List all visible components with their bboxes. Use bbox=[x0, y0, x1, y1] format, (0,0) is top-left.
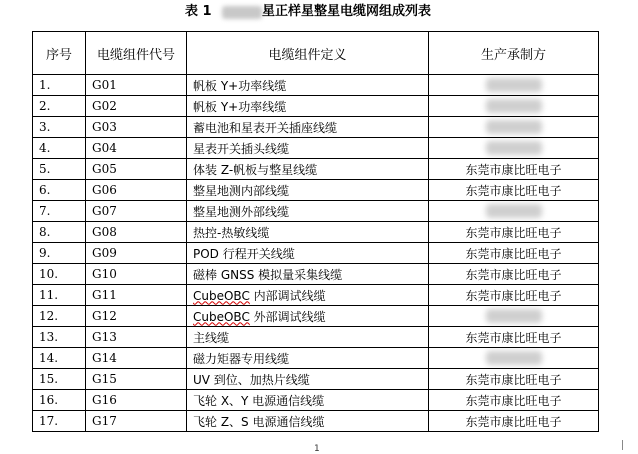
row-code bbox=[86, 348, 187, 369]
table-row bbox=[33, 369, 599, 390]
redacted-maker bbox=[486, 78, 542, 92]
row-number-text: 16. bbox=[39, 393, 59, 407]
table-row bbox=[33, 117, 599, 138]
row-number-text: 3. bbox=[39, 120, 51, 134]
row-maker bbox=[429, 117, 599, 138]
row-maker-text: 东莞市康比旺电子 bbox=[465, 225, 562, 240]
row-number bbox=[33, 369, 86, 390]
row-number bbox=[33, 222, 86, 243]
table-row bbox=[33, 264, 599, 285]
table-caption bbox=[0, 2, 638, 22]
row-definition bbox=[187, 264, 429, 285]
row-number-text: 14. bbox=[39, 351, 59, 365]
margin-mark bbox=[622, 440, 623, 450]
row-maker-text: 东莞市康比旺电子 bbox=[465, 414, 562, 429]
row-code bbox=[86, 201, 187, 222]
table-header-row bbox=[33, 32, 599, 75]
row-definition-text: 飞轮 X、Y 电源通信线缆 bbox=[193, 393, 325, 408]
row-code-text: G17 bbox=[92, 414, 117, 428]
row-number-text: 8. bbox=[39, 225, 51, 239]
row-number bbox=[33, 327, 86, 348]
row-code bbox=[86, 222, 187, 243]
row-code-text: G11 bbox=[92, 288, 117, 302]
header-no: 序号 bbox=[33, 32, 86, 75]
row-number-text: 2. bbox=[39, 99, 51, 113]
row-definition-text: 帆板 Y+功率线缆 bbox=[193, 99, 287, 114]
row-code bbox=[86, 264, 187, 285]
row-code-text: G12 bbox=[92, 309, 117, 323]
row-number bbox=[33, 138, 86, 159]
row-maker-text: 东莞市康比旺电子 bbox=[465, 330, 562, 345]
row-definition-text: 帆板 Y+功率线缆 bbox=[193, 78, 287, 93]
row-code-text: G05 bbox=[92, 162, 117, 176]
row-definition-text: CubeOBC 内部调试线缆 bbox=[193, 288, 326, 303]
row-definition-text: 蓄电池和星表开关插座线缆 bbox=[193, 120, 338, 135]
row-maker-text: 东莞市康比旺电子 bbox=[465, 372, 562, 387]
row-maker-text: 东莞市康比旺电子 bbox=[465, 288, 562, 303]
row-maker bbox=[429, 159, 599, 180]
row-number-text: 10. bbox=[39, 267, 59, 281]
row-code bbox=[86, 285, 187, 306]
row-definition-text: 磁棒 GNSS 模拟量采集线缆 bbox=[193, 267, 343, 282]
row-code-text: G02 bbox=[92, 99, 117, 113]
table-row bbox=[33, 159, 599, 180]
redacted-maker bbox=[486, 351, 542, 365]
row-maker bbox=[429, 285, 599, 306]
table-row bbox=[33, 348, 599, 369]
row-definition bbox=[187, 285, 429, 306]
row-definition bbox=[187, 327, 429, 348]
redacted-maker bbox=[486, 309, 542, 323]
row-number bbox=[33, 159, 86, 180]
row-maker bbox=[429, 138, 599, 159]
row-number-text: 17. bbox=[39, 414, 59, 428]
row-code bbox=[86, 306, 187, 327]
table-row bbox=[33, 138, 599, 159]
row-maker bbox=[429, 96, 599, 117]
row-number-text: 12. bbox=[39, 309, 59, 323]
row-code bbox=[86, 390, 187, 411]
row-number-text: 1. bbox=[39, 78, 51, 92]
redacted-name bbox=[222, 6, 262, 19]
table-row bbox=[33, 243, 599, 264]
row-maker bbox=[429, 411, 599, 432]
row-code bbox=[86, 180, 187, 201]
row-number-text: 4. bbox=[39, 141, 51, 155]
row-code-text: G10 bbox=[92, 267, 117, 281]
table-row bbox=[33, 96, 599, 117]
row-definition-text: POD 行程开关线缆 bbox=[193, 246, 295, 261]
row-number bbox=[33, 285, 86, 306]
row-definition bbox=[187, 138, 429, 159]
row-number-text: 13. bbox=[39, 330, 59, 344]
row-definition bbox=[187, 117, 429, 138]
row-maker-text: 东莞市康比旺电子 bbox=[465, 246, 562, 261]
row-maker bbox=[429, 201, 599, 222]
row-definition bbox=[187, 180, 429, 201]
row-number-text: 6. bbox=[39, 183, 51, 197]
page-number: 1 bbox=[314, 444, 320, 454]
row-number-text: 5. bbox=[39, 162, 51, 176]
caption-title: 星正样星整星电缆网组成列表 bbox=[262, 4, 432, 19]
caption-prefix: 表 1 bbox=[185, 4, 212, 19]
table-row bbox=[33, 201, 599, 222]
row-code bbox=[86, 75, 187, 96]
row-maker-text: 东莞市康比旺电子 bbox=[465, 267, 562, 282]
row-code bbox=[86, 96, 187, 117]
row-definition-text: 体装 Z-帆板与整星线缆 bbox=[193, 162, 318, 177]
row-definition bbox=[187, 96, 429, 117]
row-code-text: G16 bbox=[92, 393, 117, 407]
row-definition-text: 磁力矩器专用线缆 bbox=[193, 351, 290, 366]
row-definition-text: 主线缆 bbox=[193, 330, 230, 345]
table-row bbox=[33, 390, 599, 411]
row-maker-text: 东莞市康比旺电子 bbox=[465, 393, 562, 408]
row-definition bbox=[187, 390, 429, 411]
row-definition-text: UV 到位、加热片线缆 bbox=[193, 372, 310, 387]
row-definition bbox=[187, 75, 429, 96]
row-definition-text: CubeOBC 外部调试线缆 bbox=[193, 309, 326, 324]
row-maker bbox=[429, 243, 599, 264]
row-maker bbox=[429, 327, 599, 348]
row-number bbox=[33, 75, 86, 96]
row-number-text: 15. bbox=[39, 372, 59, 386]
row-maker-text: 东莞市康比旺电子 bbox=[465, 162, 562, 177]
redacted-maker bbox=[486, 120, 542, 134]
row-maker bbox=[429, 369, 599, 390]
row-definition-text: 星表开关插头线缆 bbox=[193, 141, 290, 156]
row-definition-text: 整星地测内部线缆 bbox=[193, 183, 290, 198]
row-number bbox=[33, 117, 86, 138]
row-definition bbox=[187, 243, 429, 264]
row-maker bbox=[429, 306, 599, 327]
row-code bbox=[86, 369, 187, 390]
row-code-text: G07 bbox=[92, 204, 117, 218]
redacted-maker bbox=[486, 141, 542, 155]
redacted-maker bbox=[486, 204, 542, 218]
row-number bbox=[33, 201, 86, 222]
row-definition-text: 整星地测外部线缆 bbox=[193, 204, 290, 219]
cable-table bbox=[32, 31, 599, 432]
row-code bbox=[86, 243, 187, 264]
row-maker bbox=[429, 75, 599, 96]
row-definition bbox=[187, 222, 429, 243]
table-row bbox=[33, 180, 599, 201]
row-maker-text: 东莞市康比旺电子 bbox=[465, 183, 562, 198]
table-row bbox=[33, 306, 599, 327]
row-code bbox=[86, 159, 187, 180]
row-definition bbox=[187, 348, 429, 369]
row-number-text: 9. bbox=[39, 246, 51, 260]
row-code-text: G14 bbox=[92, 351, 117, 365]
row-maker bbox=[429, 222, 599, 243]
row-number-text: 11. bbox=[39, 288, 59, 302]
table-row bbox=[33, 222, 599, 243]
row-definition bbox=[187, 159, 429, 180]
row-code bbox=[86, 411, 187, 432]
row-number bbox=[33, 306, 86, 327]
row-definition bbox=[187, 369, 429, 390]
row-maker bbox=[429, 348, 599, 369]
row-code-text: G06 bbox=[92, 183, 117, 197]
row-number bbox=[33, 180, 86, 201]
row-maker bbox=[429, 264, 599, 285]
row-code bbox=[86, 138, 187, 159]
row-code-text: G15 bbox=[92, 372, 117, 386]
redacted-maker bbox=[486, 99, 542, 113]
row-number bbox=[33, 243, 86, 264]
row-code bbox=[86, 117, 187, 138]
header-maker: 生产承制方 bbox=[429, 32, 599, 75]
row-code-text: G13 bbox=[92, 330, 117, 344]
row-number bbox=[33, 390, 86, 411]
row-maker bbox=[429, 180, 599, 201]
row-code-text: G04 bbox=[92, 141, 117, 155]
row-definition bbox=[187, 201, 429, 222]
header-code: 电缆组件代号 bbox=[86, 32, 187, 75]
row-definition bbox=[187, 411, 429, 432]
row-code-text: G08 bbox=[92, 225, 117, 239]
row-code bbox=[86, 327, 187, 348]
row-number bbox=[33, 96, 86, 117]
row-number bbox=[33, 411, 86, 432]
row-maker bbox=[429, 390, 599, 411]
row-definition bbox=[187, 306, 429, 327]
row-definition-text: 飞轮 Z、S 电源通信线缆 bbox=[193, 414, 325, 429]
row-code-text: G09 bbox=[92, 246, 117, 260]
row-number bbox=[33, 348, 86, 369]
table-row bbox=[33, 75, 599, 96]
table-row bbox=[33, 327, 599, 348]
row-number-text: 7. bbox=[39, 204, 51, 218]
table-row bbox=[33, 285, 599, 306]
row-number bbox=[33, 264, 86, 285]
header-definition: 电缆组件定义 bbox=[187, 32, 429, 75]
row-code-text: G01 bbox=[92, 78, 117, 92]
table-row bbox=[33, 411, 599, 432]
row-code-text: G03 bbox=[92, 120, 117, 134]
row-definition-text: 热控-热敏线缆 bbox=[193, 225, 270, 240]
